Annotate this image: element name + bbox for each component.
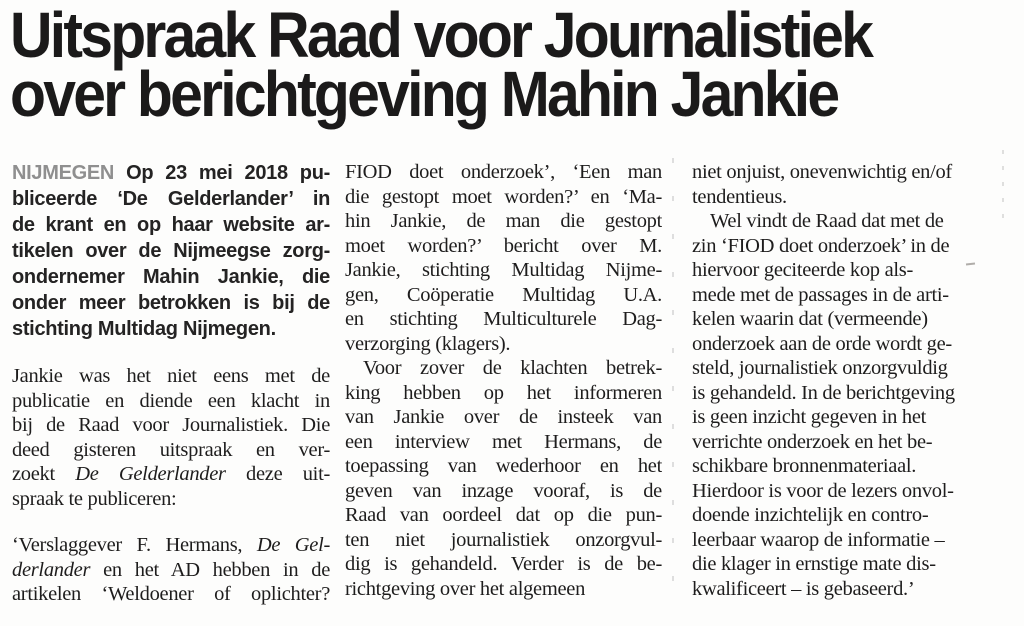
article-line: kwalificeert – is gebaseerd.’ (692, 577, 915, 600)
article-line: de krant en op haar website ar- (12, 214, 330, 236)
paragraph (692, 209, 1012, 601)
article-line: zoekt De Gelderlander deze uit- (12, 463, 330, 485)
article-column-1 (12, 160, 330, 607)
article-line: king hebben op het informeren (345, 381, 662, 404)
article-line: tendentieus. (692, 185, 787, 208)
article-line: bliceerde ‘De Gelderlander’ in (12, 188, 330, 210)
article-column-2 (345, 160, 662, 601)
dateline-label: NIJMEGEN (12, 162, 115, 184)
article-line: doende inzichtelijk en contro- (692, 504, 929, 526)
article-line: Wel vindt de Raad dat met de (710, 210, 944, 232)
article-line: Hierdoor is voor de lezers onvol- (692, 479, 954, 502)
article-line: spraak te publiceren: (12, 487, 177, 510)
article-line: FIOD doet onderzoek’, ‘Een man (345, 161, 662, 183)
headline-line-2: over berichtgeving Mahin Jankie (10, 58, 838, 130)
paragraph (692, 160, 1012, 209)
article-line: derlander en het AD hebben in de (12, 558, 330, 581)
article-line: is geen inzicht gegeven in het (692, 406, 927, 428)
article-line: moet worden?’ bericht over M. (345, 234, 662, 257)
article-line: schikbare bronnenmateriaal. (692, 455, 917, 477)
column-rule (672, 158, 674, 608)
article-body (12, 160, 1012, 607)
article-line: is gehandeld. In de berichtgeving (692, 381, 955, 404)
article-line: onderzoek aan de orde wordt ge- (692, 332, 952, 355)
article-line: die klager in ernstige mate dis- (692, 553, 936, 575)
article-line: mede met de passages in de arti- (692, 283, 949, 306)
paragraph (345, 160, 662, 356)
article-line: gen, Coöperatie Multidag U.A. (345, 283, 662, 306)
paragraph (12, 533, 330, 607)
scan-artifact-ticks (1002, 150, 1004, 220)
article-line: ten niet journalistiek onzorgvul- (345, 528, 662, 551)
article-line: dig is gehandeld. Verder is de be- (345, 553, 662, 575)
article-line: Jankie, stichting Multidag Nijme- (345, 259, 662, 281)
article-line: hin Jankie, de man die gestopt (345, 210, 662, 232)
article-line: toepassing van wederhoor en het (345, 455, 662, 477)
article-line: steld, journalistiek onzorgvuldig (692, 357, 948, 379)
article-line: die gestopt moet worden?’ en ‘Ma- (345, 185, 662, 208)
article-line: van Jankie over de insteek van (345, 406, 662, 428)
paragraph (345, 356, 662, 601)
article-line: niet onjuist, onevenwichtig en/of (692, 161, 952, 183)
article-line: kelen waarin dat (vermeende) (692, 308, 928, 330)
article-line: tikelen over de Nijmeegse zorg- (12, 240, 330, 262)
article-line: NIJMEGEN Op 23 mei 2018 pu- (12, 162, 330, 184)
article-line: geven van inzage vooraf, is de (345, 479, 662, 502)
article-line: zin ‘FIOD doet onderzoek’ in de (692, 234, 950, 257)
article-line: onder meer betrokken is bij de (12, 292, 330, 314)
article-line: Raad van oordeel dat op die pun- (345, 504, 662, 526)
article-line: Jankie was het niet eens met de (12, 365, 330, 387)
headline-line-1: Uitspraak Raad voor Journalistiek (10, 0, 872, 71)
article-line: ‘Verslaggever F. Hermans, De Gel- (12, 534, 330, 556)
article-line: Voor zover de klachten betrek- (363, 357, 662, 379)
article-line: en stichting Multiculturele Dag- (345, 308, 662, 330)
article-line: leerbaar waarop de informatie – (692, 528, 945, 551)
article-column-3 (692, 160, 1012, 601)
article-line: artikelen ‘Weldoener of oplichter? (12, 583, 330, 605)
article-line: deed gisteren uitspraak en ver- (12, 438, 330, 461)
paragraph (12, 364, 330, 511)
article-line: ondernemer Mahin Jankie, die (12, 266, 330, 288)
article-line: stichting Multidag Nijmegen. (12, 318, 276, 340)
article-line: publicatie en diende een klacht in (12, 389, 330, 412)
headline (10, 0, 1022, 130)
article-line: verrichte onderzoek en het be- (692, 430, 933, 453)
article-line: verzorging (klagers). (345, 332, 511, 355)
article-line: hiervoor geciteerde kop als- (692, 259, 913, 281)
article-line: een interview met Hermans, de (345, 430, 662, 453)
article-line: richtgeving over het algemeen (345, 577, 586, 600)
article-line: bij de Raad voor Journalistiek. Die (12, 414, 330, 436)
paragraph (12, 160, 330, 342)
